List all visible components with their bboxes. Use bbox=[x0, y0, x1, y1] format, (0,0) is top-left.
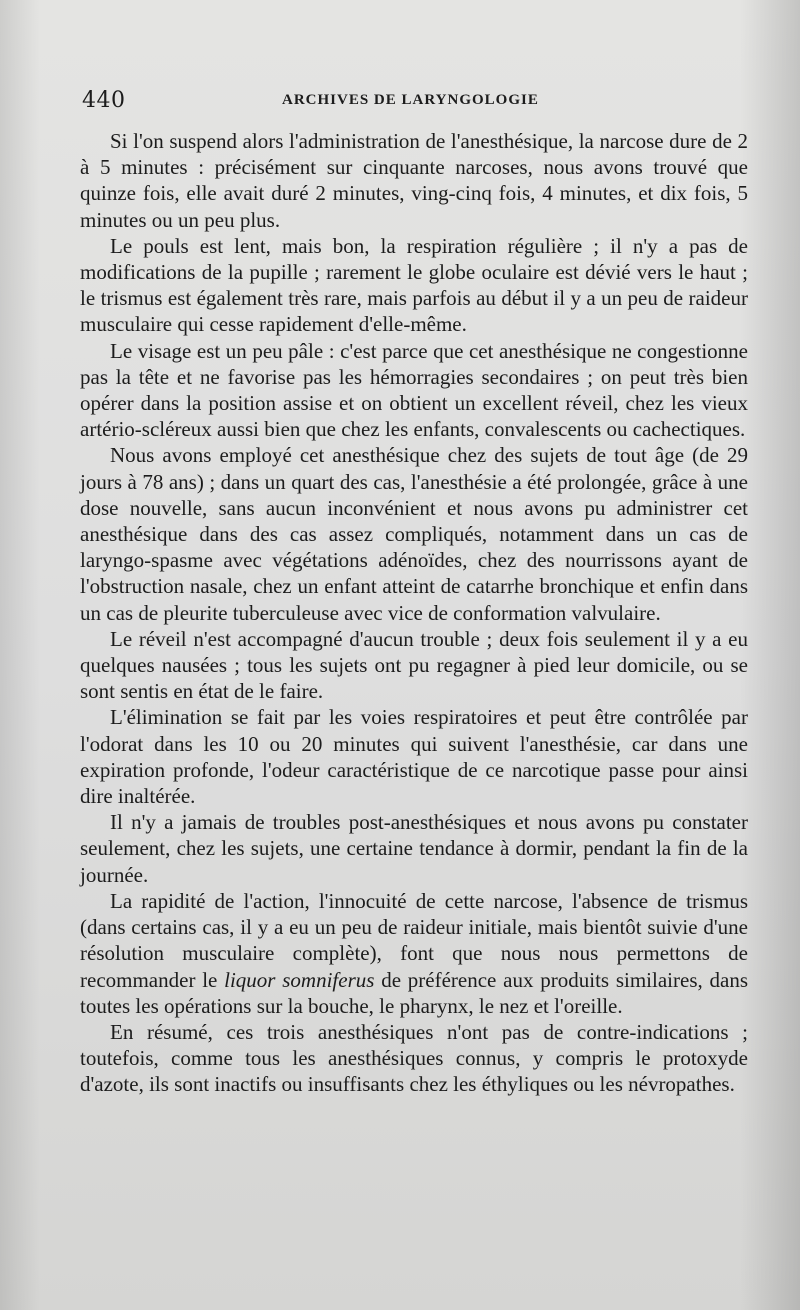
paragraph: Le pouls est lent, mais bon, la respiration régulière ; il n'y a pas de modifications de la pupille ; rarement le globe oculaire est dévié vers le haut ; le trismus est également très rare, mais parfois au début il y a un peu de raideur musculaire qui cesse rapidement d'elle-même. bbox=[80, 233, 748, 337]
page-number: 440 bbox=[82, 88, 126, 113]
paragraph: Il n'y a jamais de troubles post-anesthésiques et nous avons pu constater seulement, chez les sujets, une certaine tendance à dormir, pendant la fin de la journée. bbox=[80, 810, 748, 887]
page-header bbox=[82, 88, 752, 114]
paragraph: Le réveil n'est accompagné d'aucun trouble ; deux fois seulement il y a eu quelques nausées ; tous les sujets ont pu regagner à pied leur domicile, ou se sont sentis en état de le faire. bbox=[80, 626, 748, 704]
paragraph: En résumé, ces trois anesthésiques n'ont pas de contre-indications ; toutefois, comme tous les anesthésiques connus, y compris le protoxyde d'azote, ils sont inactifs ou insuffisants chez les éthyliques ou les névropathes. bbox=[80, 1019, 748, 1097]
paragraph: Si l'on suspend alors l'administration de l'anesthésique, la narcose dure de 2 à 5 minutes : précisément sur cinquante narcoses, nous avons trouvé que quinze fois, elle avait duré 2 minutes, ving-cinq fois, 4 minutes, et dix fois, 5 minutes ou un peu plus. bbox=[80, 129, 748, 232]
running-title: ARCHIVES DE LARYNGOLOGIE bbox=[282, 92, 539, 108]
italic-term: liquor somniferus bbox=[224, 967, 375, 992]
paragraph-text: La rapidité de l'action, l'innocuité de cette narcose, l'absence de trismus (dans certains cas, il y a eu un peu de raideur initiale, mais bientôt suivie d'une résolution musculaire complète), font que nous nous permettons de recommander le bbox=[80, 888, 748, 992]
paragraph: Le visage est un peu pâle : c'est parce que cet anesthésique ne congestionne pas la tête et ne favorise pas les hémorragies secondaires ; on peut très bien opérer dans la position assise et on obtient un excellent réveil, chez les vieux artério-scléreux aussi bien que chez les enfants, convalescents ou cachectiques. bbox=[80, 338, 748, 442]
paragraph: Nous avons employé cet anesthésique chez des sujets de tout âge (de 29 jours à 78 ans) ; dans un quart des cas, l'anesthésie a été prolongée, grâce à une dose nouvelle, sans aucun inconvénient et nous avons pu administrer cet anesthésique dans des cas assez compliqués, notamment dans un cas de laryngo-spasme avec végétations adénoïdes, chez des nourrissons ayant de l'obstruction nasale, chez un enfant atteint de catarrhe bronchique et enfin dans un cas de pleurite tuberculeuse avec vice de conformation valvulaire. bbox=[80, 443, 748, 625]
paragraph: L'élimination se fait par les voies respiratoires et peut être contrôlée par l'odorat dans les 10 ou 20 minutes qui suivent l'anesthésie, car dans une expiration profonde, l'odeur caractéristique de ce narcotique passe pour ainsi dire inaltérée. bbox=[80, 705, 748, 809]
paragraph bbox=[80, 888, 748, 1019]
paragraph-text: de préférence aux produits similaires, dans toutes les opérations sur la bouche, le pharynx, le nez et l'oreille. bbox=[80, 967, 749, 1018]
body-text bbox=[80, 128, 748, 1098]
